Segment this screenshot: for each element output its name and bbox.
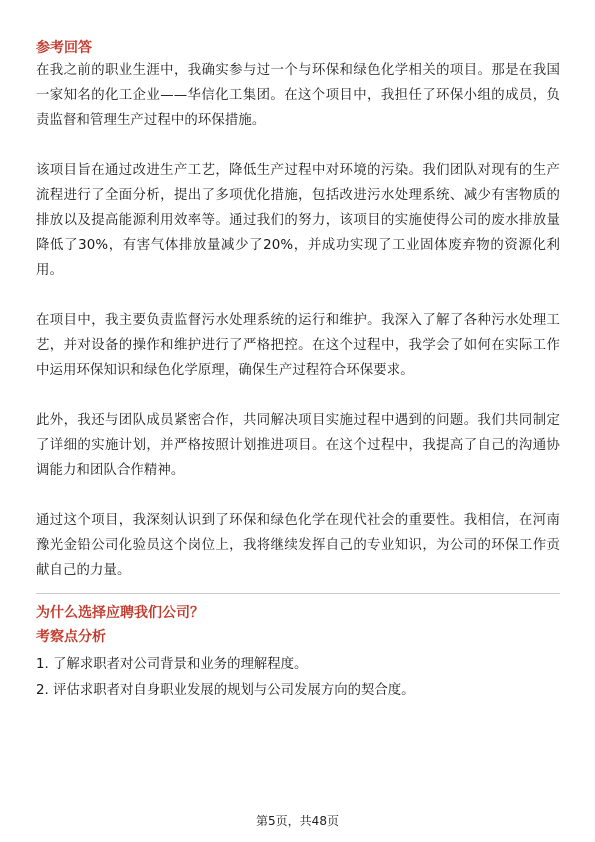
analysis-heading: 考察点分析 bbox=[36, 629, 106, 645]
page-number: 第5页，共48页 bbox=[256, 814, 339, 828]
question-title: 为什么选择应聘我们公司？ bbox=[36, 605, 204, 621]
document-page bbox=[36, 38, 560, 704]
paragraph-gap bbox=[36, 483, 560, 508]
section-divider bbox=[36, 593, 560, 594]
answer-paragraph-2: 该项目旨在通过改进生产工艺，降低生产过程中对环境的污染。我们团队对现有的生产流程进行了全面分析，提出了多项优化措施，包括改进污水处理系统、减少有害物质的排放以及提高能源利用效率等。通过我们的努力，该项目的实施使得公司的废水排放量降低了30%，有害气体排放量减少了20%，并成功实现了工业固体废弃物的资源化利用。 bbox=[36, 163, 560, 278]
answer-paragraph-1: 在我之前的职业生涯中，我确实参与过一个与环保和绿色化学相关的项目。那是在我国一家知名的化工企业——华信化工集团。在这个项目中，我担任了环保小组的成员，负责监督和管理生产过程中的环保措施。 bbox=[36, 63, 560, 128]
answer-paragraph-3: 在项目中，我主要负责监督污水处理系统的运行和维护。我深入了解了各种污水处理工艺，并对设备的操作和维护进行了严格把控。在这个过程中，我学会了如何在实际工作中运用环保知识和绿色化学原理，确保生产过程符合环保要求。 bbox=[36, 313, 560, 378]
answer-paragraph-4: 此外，我还与团队成员紧密合作，共同解决项目实施过程中遇到的问题。我们共同制定了详细的实施计划，并严格按照计划推进项目。在这个过程中，我提高了自己的沟通协调能力和团队合作精神。 bbox=[36, 413, 560, 478]
answer-heading: 参考回答 bbox=[36, 40, 92, 56]
paragraph-gap bbox=[36, 133, 560, 158]
analysis-point-2: 2. 评估求职者对自身职业发展的规划与公司发展方向的契合度。 bbox=[36, 683, 415, 698]
paragraph-gap bbox=[36, 283, 560, 308]
answer-paragraph-5: 通过这个项目，我深刻认识到了环保和绿色化学在现代社会的重要性。我相信，在河南豫光金铅公司化验员这个岗位上，我将继续发挥自己的专业知识，为公司的环保工作贡献自己的力量。 bbox=[36, 513, 560, 578]
paragraph-gap bbox=[36, 383, 560, 408]
analysis-point-1: 1. 了解求职者对公司背景和业务的理解程度。 bbox=[36, 657, 308, 672]
